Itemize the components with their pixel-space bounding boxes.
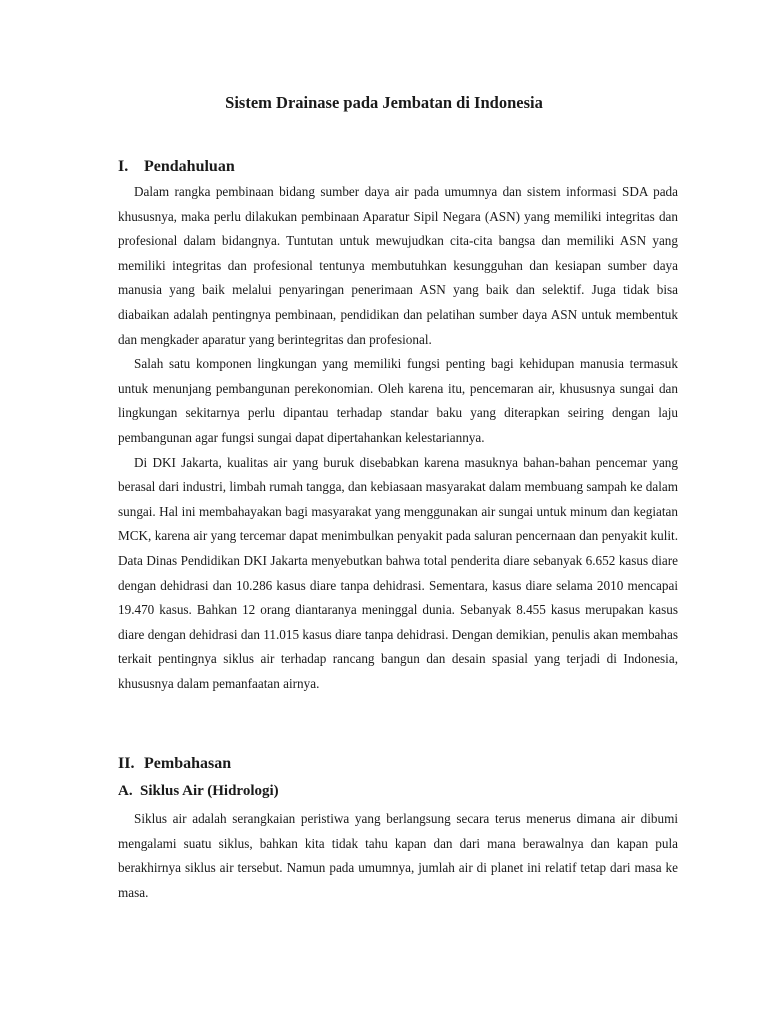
- subsection-title: Siklus Air (Hidrologi): [140, 783, 279, 799]
- paragraph: Siklus air adalah serangkaian peristiwa yang berlangsung secara terus menerus dimana air dibumi mengalami suatu siklus, bahkan kita tidak tahu kapan dan dari mana berawalnya dan kapan pula berakhirnya siklus air tersebut. Namun pada umumnya, jumlah air di planet ini relatif tetap dari masa ke masa.: [118, 811, 678, 900]
- section-heading-pembahasan: [118, 753, 231, 775]
- section-title: Pendahuluan: [144, 158, 235, 175]
- paragraph: Dalam rangka pembinaan bidang sumber daya air pada umumnya dan sistem informasi SDA pada khususnya, maka perlu dilakukan pembinaan Aparatur Sipil Negara (ASN) yang memiliki integritas dan profesional dalam bidangnya. Tuntutan untuk mewujudkan cita-cita bangsa dan memiliki ASN yang memiliki integritas dan profesional tentunya membutuhkan kesungguhan dan kesiapan sumber daya manusia yang baik melalui penyaringan penerimaan ASN yang baik dan selektif. Juga tidak bisa diabaikan adalah pentingnya pembinaan, pendidikan dan pelatihan sumber daya ASN untuk membentuk dan mengkader aparatur yang berintegritas dan profesional.: [118, 184, 678, 347]
- subsection-heading-siklus-air: [118, 780, 279, 802]
- subsection-body-siklus-air: [118, 807, 678, 905]
- section-body-pendahuluan: [118, 180, 678, 696]
- paragraph: Salah satu komponen lingkungan yang memiliki fungsi penting bagi kehidupan manusia termasuk untuk menunjang pembangunan perekonomian. Oleh karena itu, pencemaran air, khususnya sungai dan lingkungan sekitarnya perlu dipantau terhadap standar baku yang diterapkan seiring dengan laju pembangunan agar fungsi sungai dapat dipertahankan kelestariannya.: [118, 356, 678, 445]
- section-number: I.: [118, 158, 129, 175]
- section-title: Pembahasan: [144, 755, 232, 772]
- subsection-letter: A.: [118, 783, 133, 799]
- section-number: II.: [118, 755, 135, 772]
- paragraph: Di DKI Jakarta, kualitas air yang buruk disebabkan karena masuknya bahan-bahan pencemar yang berasal dari industri, limbah rumah tangga, dan kebiasaan masyarakat dalam membuang sampah ke dalam sungai. Hal ini membahayakan bagi masyarakat yang menggunakan air sungai untuk minum dan kegiatan MCK, karena air yang tercemar dapat menimbulkan penyakit pada saluran pencernaan dan penyakit kulit. Data Dinas Pendidikan DKI Jakarta menyebutkan bahwa total penderita diare sebanyak 6.652 kasus diare dengan dehidrasi dan 10.286 kasus diare tanpa dehidrasi. Sementara, kasus diare selama 2010 mencapai 19.470 kasus. Bahkan 12 orang diantaranya meninggal dunia. Sebanyak 8.455 kasus merupakan kasus diare dengan dehidrasi dan 11.015 kasus diare tanpa dehidrasi. Dengan demikian, penulis akan membahas terkait pentingnya siklus air terhadap rancang bangun dan desain spasial yang terjadi di Indonesia, khususnya dalam pemanfaatan airnya.: [118, 454, 678, 691]
- section-heading-pendahuluan: [118, 156, 235, 178]
- document-title: Sistem Drainase pada Jembatan di Indonesia: [225, 93, 543, 112]
